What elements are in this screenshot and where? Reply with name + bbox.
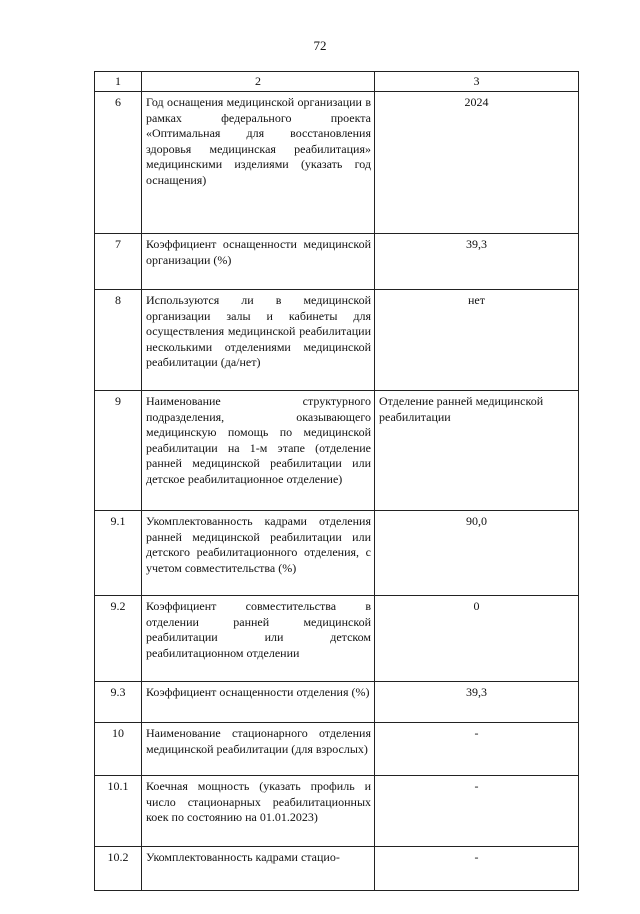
row-value: -	[375, 776, 579, 847]
table-row	[95, 776, 579, 847]
table-row	[95, 234, 579, 290]
row-description: Коечная мощность (указать профиль и число стационарных реабилитационных коек по состоянию на 01.01.2023)	[142, 776, 375, 847]
table-row	[95, 92, 579, 234]
column-header: 3	[375, 72, 579, 92]
row-number: 7	[95, 234, 142, 290]
row-number: 9	[95, 391, 142, 511]
row-value: Отделение ранней медицинской реабилитации	[375, 391, 579, 511]
row-number: 6	[95, 92, 142, 234]
table-row	[95, 290, 579, 391]
table-row	[95, 682, 579, 723]
row-number: 9.1	[95, 511, 142, 596]
row-value: -	[375, 723, 579, 776]
column-header: 2	[142, 72, 375, 92]
page-number: 72	[313, 38, 327, 53]
row-description: Год оснащения медицинской организации в рамках федерального проекта «Оптимальная для восстановления здоровья медицинская реабилитация» медицинскими изделиями (указать год оснащения)	[142, 92, 375, 234]
row-value: -	[375, 847, 579, 891]
row-description: Используются ли в медицинской организации залы и кабинеты для осуществления медицинской реабилитации несколькими отделениями медицинской реабилитации (да/нет)	[142, 290, 375, 391]
table-header-row	[95, 72, 579, 92]
row-number: 9.2	[95, 596, 142, 682]
row-number: 8	[95, 290, 142, 391]
data-table	[94, 71, 579, 891]
row-value: 2024	[375, 92, 579, 234]
row-number: 9.3	[95, 682, 142, 723]
row-number: 10.1	[95, 776, 142, 847]
table-row	[95, 723, 579, 776]
row-value: 0	[375, 596, 579, 682]
row-value: 90,0	[375, 511, 579, 596]
table-row	[95, 596, 579, 682]
table-row	[95, 511, 579, 596]
row-value: 39,3	[375, 234, 579, 290]
row-description: Наименование структурного подразделения, оказывающего медицинскую помощь по медицинской реабилитации на 1-м этапе (отделение ранней медицинской реабилитации или детское реабилитационное отделение)	[142, 391, 375, 511]
row-description: Коэффициент оснащенности медицинской организации (%)	[142, 234, 375, 290]
row-description: Наименование стационарного отделения медицинской реабилитации (для взрослых)	[142, 723, 375, 776]
row-number: 10.2	[95, 847, 142, 891]
row-description: Коэффициент оснащенности отделения (%)	[142, 682, 375, 723]
row-description: Укомплектованность кадрами отделения ранней медицинской реабилитации или детского реабилитационного отделения, с учетом совместительства (%)	[142, 511, 375, 596]
table-row	[95, 847, 579, 891]
row-value: 39,3	[375, 682, 579, 723]
row-number: 10	[95, 723, 142, 776]
column-header: 1	[95, 72, 142, 92]
row-description: Коэффициент совместительства в отделении ранней медицинской реабилитации или детском реабилитационном отделении	[142, 596, 375, 682]
row-description: Укомплектованность кадрами стацио-	[142, 847, 375, 891]
row-value: нет	[375, 290, 579, 391]
table-row	[95, 391, 579, 511]
